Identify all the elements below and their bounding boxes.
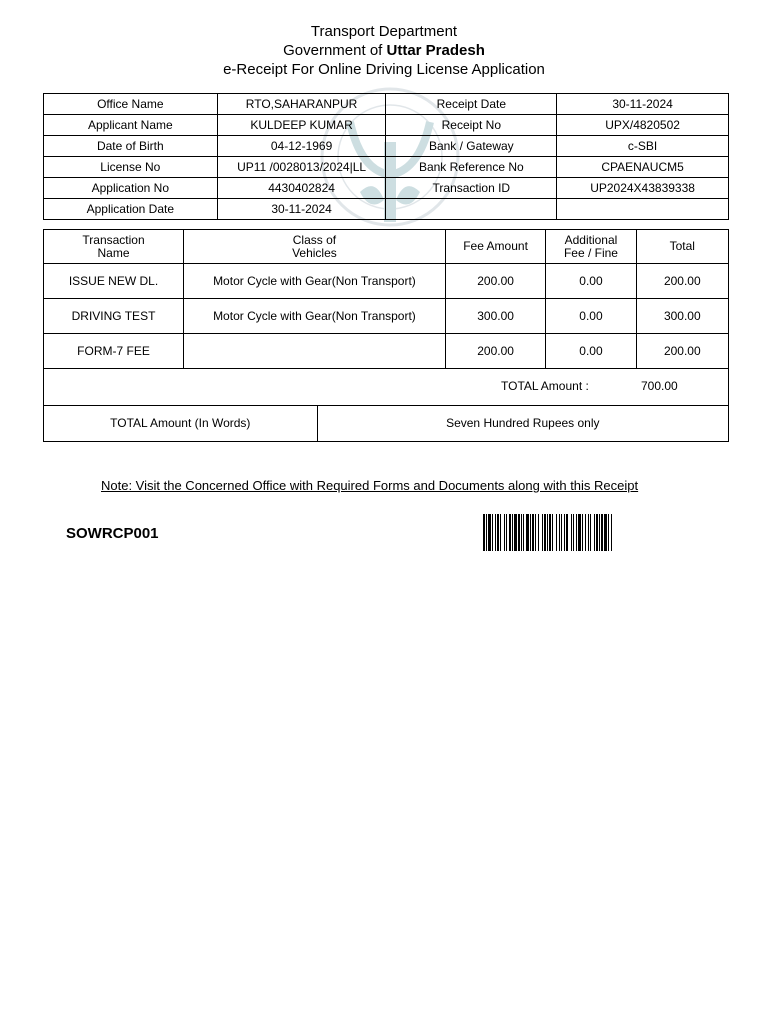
header-text: Transaction [82, 232, 145, 247]
grand-total-row [44, 369, 729, 406]
header-fee-amount: Fee Amount [445, 230, 545, 264]
transaction-name: ISSUE NEW DL. [44, 264, 184, 299]
info-value: UPX/4820502 [557, 115, 729, 136]
header-text: Class of [292, 232, 337, 247]
info-row [44, 157, 729, 178]
amount-in-words-table [43, 405, 729, 442]
info-label: Office Name [44, 94, 218, 115]
government-line [0, 41, 768, 60]
government-prefix: Government of [283, 42, 383, 59]
grand-total-cell [44, 369, 729, 406]
info-value: 30-11-2024 [557, 94, 729, 115]
department-title: Transport Department [310, 23, 458, 40]
amount-words-value: Seven Hundred Rupees only [317, 406, 728, 442]
info-row [44, 136, 729, 157]
info-label: Transaction ID [386, 178, 557, 199]
receipt-code: SOWRCP001 [66, 525, 159, 542]
info-value: UP11 /0028013/2024|LL [217, 157, 386, 178]
info-label: Bank / Gateway [386, 136, 557, 157]
info-value: CPAENAUCM5 [557, 157, 729, 178]
info-value: UP2024X43839338 [557, 178, 729, 199]
info-label [386, 199, 557, 220]
header-text: Vehicles [292, 245, 337, 260]
amount-words-row [44, 406, 729, 442]
total-amount-value: 700.00 [641, 379, 678, 393]
info-label: Application No [44, 178, 218, 199]
additional-fee: 0.00 [546, 299, 636, 334]
info-row [44, 178, 729, 199]
transaction-name: FORM-7 FEE [44, 334, 184, 369]
info-label: License No [44, 157, 218, 178]
fee-row [44, 264, 729, 299]
applicant-info-table [43, 93, 729, 220]
info-value: 04-12-1969 [217, 136, 386, 157]
header-text: Fee / Fine [563, 245, 618, 260]
fee-row [44, 334, 729, 369]
info-value: 30-11-2024 [217, 199, 386, 220]
info-label: Bank Reference No [386, 157, 557, 178]
header-text: Name [97, 245, 130, 260]
vehicle-class [184, 334, 446, 369]
info-label: Receipt Date [386, 94, 557, 115]
row-total: 200.00 [636, 334, 728, 369]
info-label: Applicant Name [44, 115, 218, 136]
info-label: Application Date [44, 199, 218, 220]
transaction-name: DRIVING TEST [44, 299, 184, 334]
info-value: RTO,SAHARANPUR [217, 94, 386, 115]
state-name: Uttar Pradesh [386, 42, 485, 59]
info-row [44, 115, 729, 136]
fee-details-table [43, 229, 729, 406]
receipt-header [0, 22, 768, 79]
row-total: 300.00 [636, 299, 728, 334]
receipt-subtitle: e-Receipt For Online Driving License Application [223, 61, 545, 78]
header-transaction-name [44, 230, 184, 264]
additional-fee: 0.00 [546, 334, 636, 369]
fee-amount: 200.00 [445, 334, 545, 369]
total-amount-label: TOTAL Amount : [501, 379, 589, 393]
vehicle-class: Motor Cycle with Gear(Non Transport) [184, 299, 446, 334]
header-text: Additional [564, 232, 618, 247]
barcode-icon [483, 514, 717, 551]
info-value: c-SBI [557, 136, 729, 157]
amount-words-label: TOTAL Amount (In Words) [44, 406, 318, 442]
info-row [44, 94, 729, 115]
vehicle-class: Motor Cycle with Gear(Non Transport) [184, 264, 446, 299]
header-additional-fee [546, 230, 636, 264]
header-class-of-vehicles [184, 230, 446, 264]
header-total: Total [636, 230, 728, 264]
receipt-note: Note: Visit the Concerned Office with Required Forms and Documents along with this Receipt [101, 478, 639, 493]
info-row [44, 199, 729, 220]
info-label: Date of Birth [44, 136, 218, 157]
fee-amount: 200.00 [445, 264, 545, 299]
info-value: 4430402824 [217, 178, 386, 199]
info-value: KULDEEP KUMAR [217, 115, 386, 136]
row-total: 200.00 [636, 264, 728, 299]
info-value [557, 199, 729, 220]
fee-header-row [44, 230, 729, 264]
additional-fee: 0.00 [546, 264, 636, 299]
fee-amount: 300.00 [445, 299, 545, 334]
fee-row [44, 299, 729, 334]
info-label: Receipt No [386, 115, 557, 136]
